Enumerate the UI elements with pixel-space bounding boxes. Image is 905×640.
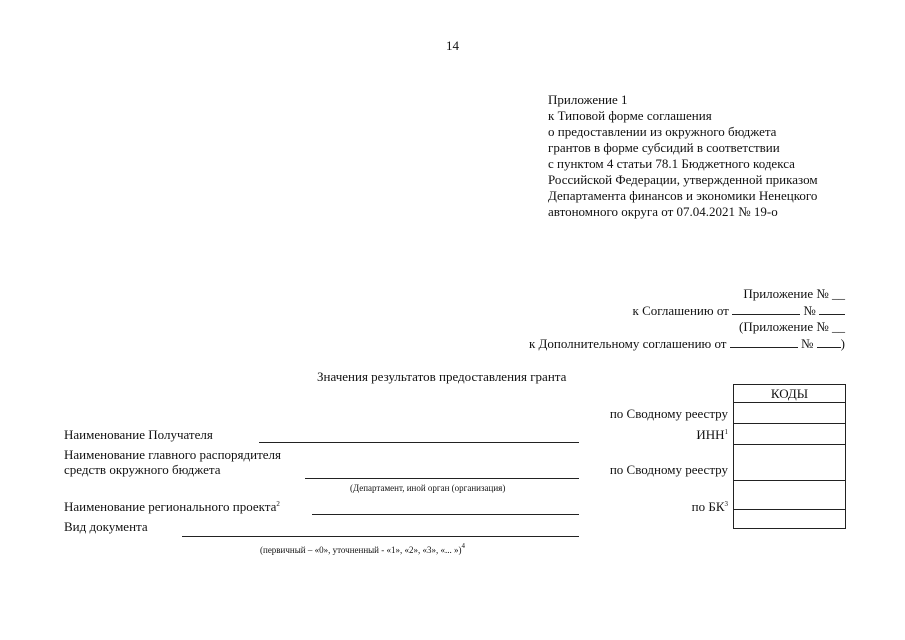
appendix-header-line: Приложение 1 xyxy=(548,92,628,107)
chief-admin-field[interactable] xyxy=(305,478,579,479)
inn-label xyxy=(696,427,728,443)
doc-type-hint-text: (первичный – «0», уточненный - «1», «2», «3», «... ») xyxy=(260,545,462,555)
bk-text: по БК xyxy=(691,499,725,514)
agreement-number-label: № xyxy=(803,303,816,318)
regional-project-field[interactable] xyxy=(312,514,579,515)
doc-type-label: Вид документа xyxy=(64,519,148,534)
recipient-field[interactable] xyxy=(259,442,579,443)
supplementary-agreement-date-field[interactable] xyxy=(730,335,798,348)
recipient-label: Наименование Получателя xyxy=(64,427,213,442)
appendix-header-line: Департамента финансов и экономики Ненецкого xyxy=(548,188,818,203)
code-cell-svodny-reestr-2[interactable] xyxy=(734,445,846,481)
agreement-number-field[interactable] xyxy=(819,302,845,315)
inn-footnote: 1 xyxy=(724,428,728,436)
inn-text: ИНН xyxy=(696,427,725,442)
appendix-header-line: с пунктом 4 статьи 78.1 Бюджетного кодекса xyxy=(548,156,795,171)
appendix-header-line: к Типовой форме соглашения xyxy=(548,108,712,123)
regional-project-footnote: 2 xyxy=(276,500,280,508)
doc-type-field[interactable] xyxy=(182,536,579,537)
attachment-number-line: Приложение № __ xyxy=(743,286,845,301)
supplementary-agreement-number-field[interactable] xyxy=(817,335,841,348)
supplementary-agreement-number-label: № xyxy=(801,336,814,351)
bk-footnote: 3 xyxy=(724,500,728,508)
agreement-date-field[interactable] xyxy=(732,302,800,315)
form-title: Значения результатов предоставления гранта xyxy=(317,369,567,384)
chief-admin-label-line2: средств окружного бюджета xyxy=(64,462,221,477)
agreement-date-label: к Соглашению от xyxy=(632,303,729,318)
code-cell-inn[interactable] xyxy=(734,424,846,445)
code-cell-bk[interactable] xyxy=(734,481,846,510)
agreement-date-line xyxy=(529,302,845,319)
codes-table xyxy=(733,384,846,529)
attachment-block xyxy=(529,286,845,352)
appendix-header xyxy=(548,92,818,220)
appendix-header-line: о предоставлении из окружного бюджета xyxy=(548,124,777,139)
supplementary-agreement-line xyxy=(529,335,845,352)
appendix-header-line: грантов в форме субсидий в соответствии xyxy=(548,140,780,155)
appendix-header-line: Российской Федерации, утвержденной приказом xyxy=(548,172,818,187)
appendix-header-line: автономного округа от 07.04.2021 № 19-о xyxy=(548,204,778,219)
closing-paren: ) xyxy=(840,336,845,351)
code-cell-doc-type[interactable] xyxy=(734,510,846,529)
codes-header: КОДЫ xyxy=(734,385,846,403)
chief-admin-label-line1: Наименование главного распорядителя xyxy=(64,447,281,462)
supplementary-agreement-label: к Дополнительному соглашению от xyxy=(528,336,727,351)
chief-admin-hint: (Департамент, иной орган (организация) xyxy=(350,483,506,493)
svodny-reestr-label-1: по Сводному реестру xyxy=(609,406,728,421)
regional-project-label xyxy=(64,499,280,515)
page-number: 14 xyxy=(446,38,459,53)
doc-type-hint xyxy=(260,542,465,556)
code-cell-svodny-reestr-1[interactable] xyxy=(734,403,846,424)
svodny-reestr-label-2: по Сводному реестру xyxy=(609,462,728,477)
supplementary-attachment-line: (Приложение № __ xyxy=(738,319,845,334)
regional-project-text: Наименование регионального проекта xyxy=(64,499,277,514)
bk-label xyxy=(692,499,728,515)
doc-type-footnote: 4 xyxy=(461,542,465,550)
